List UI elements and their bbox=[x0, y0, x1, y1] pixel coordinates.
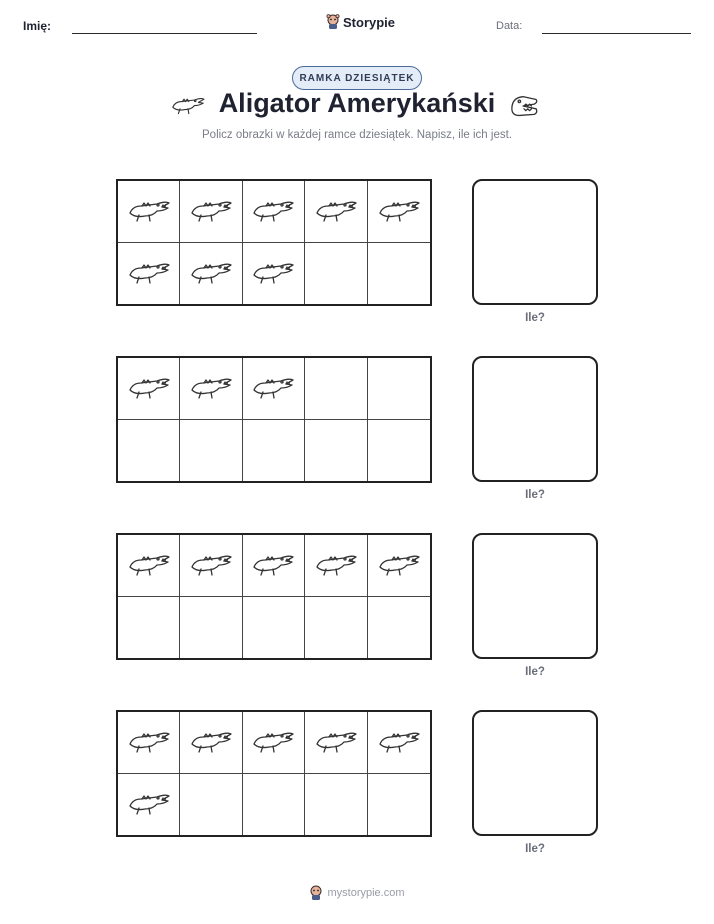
ten-frame-cell bbox=[180, 712, 242, 774]
alligator-icon bbox=[127, 725, 171, 760]
alligator-head-icon bbox=[508, 92, 540, 120]
ten-frame-cell bbox=[368, 358, 430, 420]
ten-frame-cell bbox=[243, 181, 305, 243]
ten-frame-cell bbox=[243, 358, 305, 420]
ten-frame-cell bbox=[305, 181, 367, 243]
date-label: Data: bbox=[496, 20, 523, 32]
alligator-icon bbox=[251, 371, 295, 406]
ten-frame-cell bbox=[368, 774, 430, 836]
footer bbox=[0, 885, 714, 901]
alligator-icon bbox=[189, 548, 233, 583]
ten-frame-cell bbox=[180, 774, 242, 836]
brand-logo bbox=[326, 14, 395, 30]
page-title: Aligator Amerykański bbox=[218, 88, 496, 118]
ten-frame bbox=[116, 533, 432, 660]
ten-frame-cell bbox=[305, 358, 367, 420]
answer-label: Ile? bbox=[525, 489, 545, 501]
ten-frame-cell bbox=[180, 420, 242, 482]
alligator-icon bbox=[189, 256, 233, 291]
worksheet-header bbox=[0, 14, 714, 38]
ten-frame bbox=[116, 179, 432, 306]
alligator-icon bbox=[127, 371, 171, 406]
ten-frame-cell bbox=[368, 535, 430, 597]
ten-frame-cell bbox=[180, 181, 242, 243]
alligator-icon bbox=[377, 548, 421, 583]
storypie-mascot-icon bbox=[326, 14, 340, 30]
name-line[interactable] bbox=[72, 33, 257, 34]
name-label: Imię: bbox=[23, 19, 52, 33]
ten-frame-cell bbox=[180, 597, 242, 659]
alligator-icon bbox=[314, 194, 358, 229]
alligator-icon bbox=[189, 725, 233, 760]
instructions: Policz obrazki w każdej ramce dziesiątek. Napisz, ile ich jest. bbox=[202, 129, 512, 141]
ten-frame-cell bbox=[243, 535, 305, 597]
ten-frame-cell bbox=[305, 774, 367, 836]
alligator-icon bbox=[189, 194, 233, 229]
ten-frame-cell bbox=[305, 597, 367, 659]
ten-frame-cell bbox=[243, 420, 305, 482]
ten-frame-cell bbox=[180, 243, 242, 305]
ten-frame-cell bbox=[243, 774, 305, 836]
answer-box[interactable] bbox=[472, 710, 598, 836]
ten-frame-cell bbox=[118, 181, 180, 243]
alligator-icon bbox=[251, 256, 295, 291]
answer-label: Ile? bbox=[525, 666, 545, 678]
alligator-icon bbox=[251, 194, 295, 229]
ten-frame-cell bbox=[305, 535, 367, 597]
ten-frame-cell bbox=[368, 420, 430, 482]
alligator-icon bbox=[127, 256, 171, 291]
alligator-icon bbox=[127, 548, 171, 583]
ten-frame bbox=[116, 710, 432, 837]
brand-name: Storypie bbox=[343, 14, 396, 30]
ten-frame-cell bbox=[368, 597, 430, 659]
ten-frame-cell bbox=[118, 712, 180, 774]
alligator-icon bbox=[377, 194, 421, 229]
ten-frame-cell bbox=[118, 243, 180, 305]
answer-box[interactable] bbox=[472, 533, 598, 659]
ten-frame-cell bbox=[368, 181, 430, 243]
ten-frame-cell bbox=[305, 243, 367, 305]
ten-frame-cell bbox=[118, 597, 180, 659]
storypie-mascot-icon bbox=[309, 885, 323, 901]
ten-frame-cell bbox=[118, 420, 180, 482]
alligator-icon bbox=[314, 548, 358, 583]
ten-frame-cell bbox=[118, 358, 180, 420]
alligator-icon bbox=[251, 548, 295, 583]
alligator-icon bbox=[377, 725, 421, 760]
footer-url: mystorypie.com bbox=[327, 887, 405, 899]
answer-label: Ile? bbox=[525, 312, 545, 324]
ten-frame-cell bbox=[368, 243, 430, 305]
answer-box[interactable] bbox=[472, 356, 598, 482]
ten-frame-cell bbox=[243, 712, 305, 774]
alligator-icon bbox=[314, 725, 358, 760]
worksheet-type-badge: RAMKA DZIESIĄTEK bbox=[292, 66, 422, 90]
ten-frame-cell bbox=[118, 774, 180, 836]
answer-box[interactable] bbox=[472, 179, 598, 305]
ten-frame-cell bbox=[243, 597, 305, 659]
ten-frame-cell bbox=[180, 358, 242, 420]
ten-frame bbox=[116, 356, 432, 483]
alligator-icon bbox=[189, 371, 233, 406]
ten-frame-cell bbox=[368, 712, 430, 774]
ten-frame-cell bbox=[243, 243, 305, 305]
ten-frame-cell bbox=[305, 420, 367, 482]
alligator-icon bbox=[127, 194, 171, 229]
date-line[interactable] bbox=[542, 33, 691, 34]
ten-frame-cell bbox=[305, 712, 367, 774]
alligator-icon bbox=[251, 725, 295, 760]
ten-frame-cell bbox=[118, 535, 180, 597]
alligator-icon bbox=[127, 787, 171, 822]
answer-label: Ile? bbox=[525, 843, 545, 855]
ten-frame-cell bbox=[180, 535, 242, 597]
